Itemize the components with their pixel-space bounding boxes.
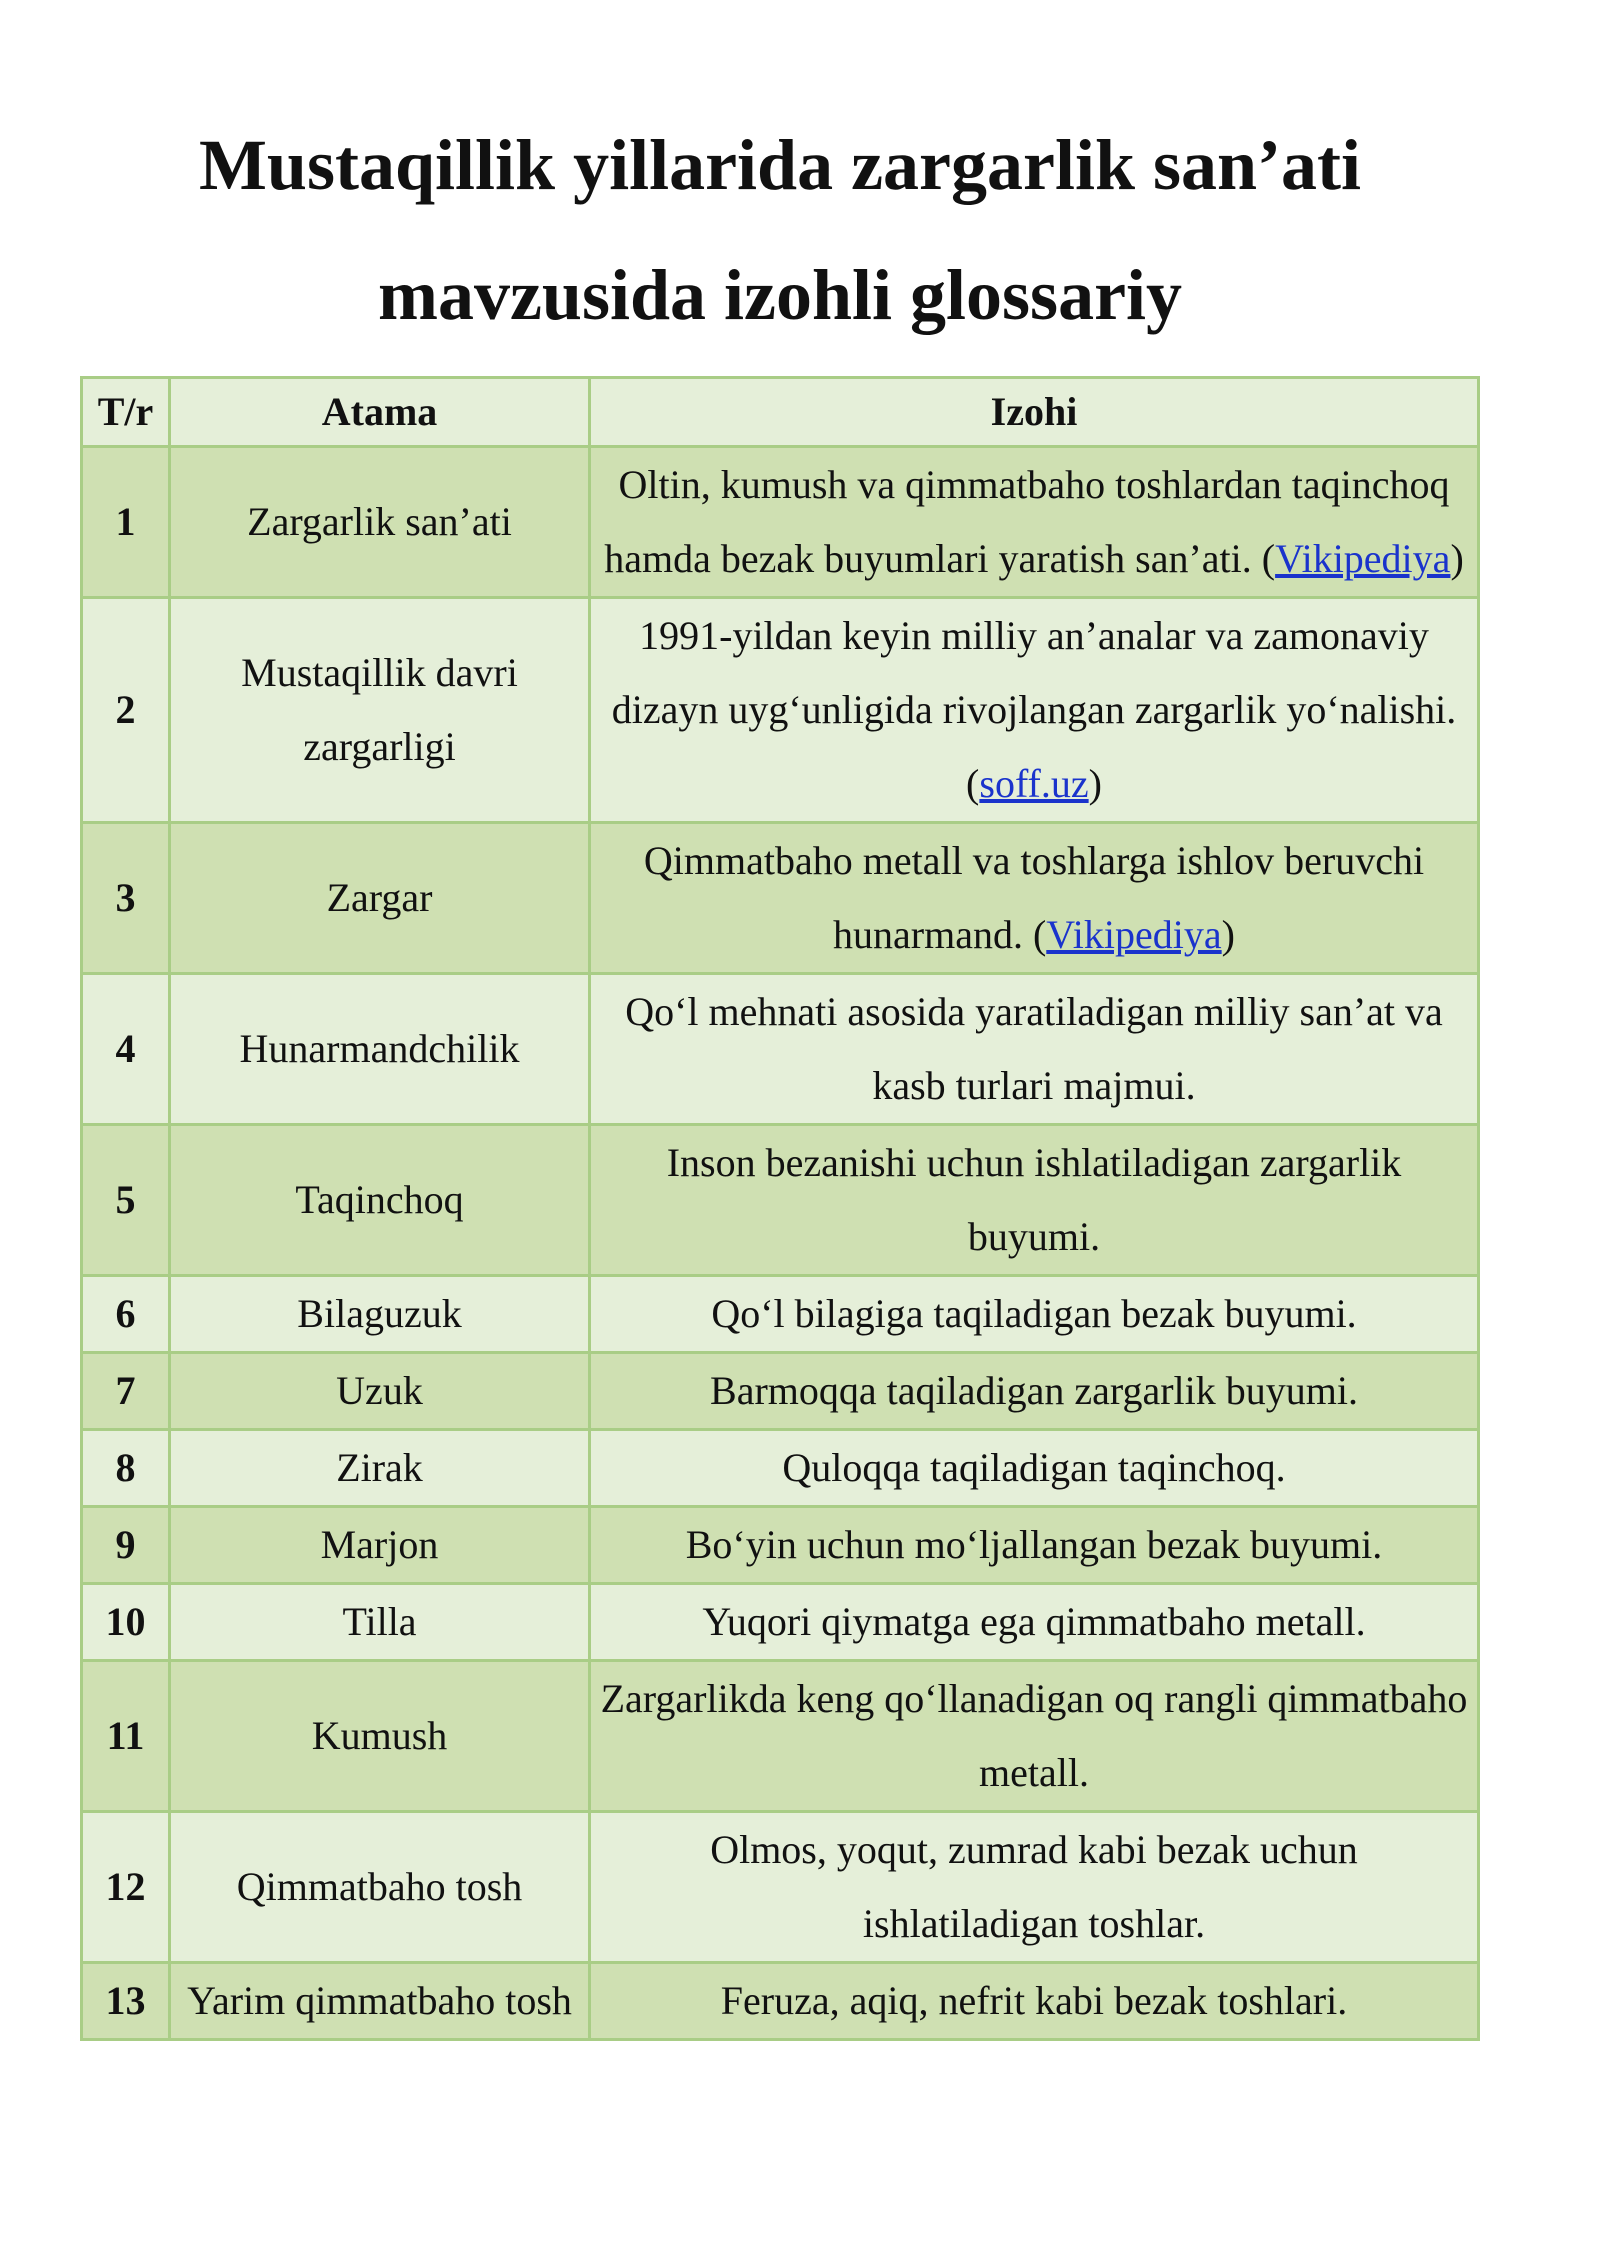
glossary-table xyxy=(80,376,1480,2041)
row-term: Qimmatbaho tosh xyxy=(170,1812,590,1963)
table-row xyxy=(82,1507,1479,1584)
row-number: 4 xyxy=(82,974,170,1125)
description-text: Qo‘l bilagiga taqiladigan bezak buyumi. xyxy=(711,1291,1357,1336)
source-citation: (Vikipediya) xyxy=(1022,912,1235,957)
source-link[interactable]: soff.uz xyxy=(979,761,1089,806)
table-row xyxy=(82,1661,1479,1812)
description-text: Bo‘yin uchun mo‘ljallangan bezak buyumi. xyxy=(685,1522,1383,1567)
description-text: Oltin, kumush va qimmatbaho toshlardan taqinchoq hamda bezak buyumlari yaratish san’ati. xyxy=(604,462,1450,581)
header-number: T/r xyxy=(82,378,170,447)
description-text: 1991-yildan keyin milliy an’analar va zamonaviy dizayn uyg‘unligida rivojlangan zargarlik yo‘nalishi. xyxy=(611,613,1457,732)
header-description: Izohi xyxy=(590,378,1479,447)
row-description xyxy=(590,598,1479,823)
glossary-body xyxy=(82,447,1479,2040)
table-row xyxy=(82,1812,1479,1963)
row-term: Kumush xyxy=(170,1661,590,1812)
table-row xyxy=(82,447,1479,598)
row-number: 7 xyxy=(82,1353,170,1430)
table-row xyxy=(82,1963,1479,2040)
row-number: 10 xyxy=(82,1584,170,1661)
row-term: Zirak xyxy=(170,1430,590,1507)
row-number: 8 xyxy=(82,1430,170,1507)
row-term: Taqinchoq xyxy=(170,1125,590,1276)
title-line-2: mavzusida izohli glossariy xyxy=(377,255,1183,335)
row-term: Marjon xyxy=(170,1507,590,1584)
source-link[interactable]: Vikipediya xyxy=(1275,536,1451,581)
description-text: Barmoqqa taqiladigan zargarlik buyumi. xyxy=(710,1368,1358,1413)
row-description xyxy=(590,1430,1479,1507)
description-text: Qo‘l mehnati asosida yaratiladigan milliy san’at va kasb turlari majmui. xyxy=(625,989,1443,1108)
description-text: Zargarlikda keng qo‘llanadigan oq rangli qimmatbaho metall. xyxy=(600,1676,1468,1795)
row-number: 6 xyxy=(82,1276,170,1353)
row-description xyxy=(590,1276,1479,1353)
row-description xyxy=(590,1125,1479,1276)
header-term: Atama xyxy=(170,378,590,447)
source-link[interactable]: Vikipediya xyxy=(1046,912,1222,957)
row-description xyxy=(590,974,1479,1125)
page-title xyxy=(0,100,1560,360)
source-citation: (Vikipediya) xyxy=(1251,536,1464,581)
description-text: Inson bezanishi uchun ishlatiladigan zargarlik buyumi. xyxy=(666,1140,1402,1259)
row-number: 5 xyxy=(82,1125,170,1276)
description-text: Yuqori qiymatga ega qimmatbaho metall. xyxy=(702,1599,1366,1644)
row-number: 3 xyxy=(82,823,170,974)
description-text: Olmos, yoqut, zumrad kabi bezak uchun ishlatiladigan toshlar. xyxy=(710,1827,1358,1946)
table-row xyxy=(82,1584,1479,1661)
row-number: 2 xyxy=(82,598,170,823)
row-term: Zargarlik san’ati xyxy=(170,447,590,598)
table-header-row xyxy=(82,378,1479,447)
table-row xyxy=(82,974,1479,1125)
row-term: Tilla xyxy=(170,1584,590,1661)
table-row xyxy=(82,823,1479,974)
row-term: Zargar xyxy=(170,823,590,974)
row-description xyxy=(590,823,1479,974)
row-number: 13 xyxy=(82,1963,170,2040)
row-term: Hunarmandchilik xyxy=(170,974,590,1125)
description-text: Quloqqa taqiladigan taqinchoq. xyxy=(782,1445,1286,1490)
row-description xyxy=(590,1661,1479,1812)
row-description xyxy=(590,1963,1479,2040)
row-description xyxy=(590,447,1479,598)
row-number: 1 xyxy=(82,447,170,598)
table-row xyxy=(82,598,1479,823)
title-line-1: Mustaqillik yillarida zargarlik san’ati xyxy=(198,125,1362,205)
table-row xyxy=(82,1430,1479,1507)
row-description xyxy=(590,1812,1479,1963)
table-row xyxy=(82,1125,1479,1276)
row-number: 9 xyxy=(82,1507,170,1584)
description-text: Qimmatbaho metall va toshlarga ishlov beruvchi hunarmand. xyxy=(643,838,1425,957)
row-term: Mustaqillik davri zargarligi xyxy=(170,598,590,823)
row-term: Uzuk xyxy=(170,1353,590,1430)
row-term: Bilaguzuk xyxy=(170,1276,590,1353)
table-row xyxy=(82,1276,1479,1353)
description-text: Feruza, aqiq, nefrit kabi bezak toshlari. xyxy=(720,1978,1348,2023)
row-term: Yarim qimmatbaho tosh xyxy=(170,1963,590,2040)
row-description xyxy=(590,1353,1479,1430)
source-citation: (soff.uz) xyxy=(966,761,1102,806)
row-number: 12 xyxy=(82,1812,170,1963)
row-number: 11 xyxy=(82,1661,170,1812)
table-row xyxy=(82,1353,1479,1430)
row-description xyxy=(590,1584,1479,1661)
row-description xyxy=(590,1507,1479,1584)
